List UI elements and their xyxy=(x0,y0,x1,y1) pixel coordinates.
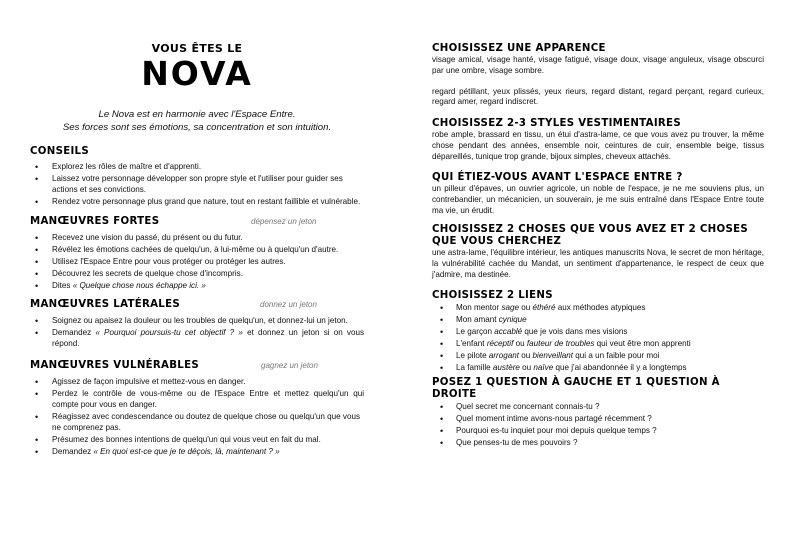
list-item: • Le pilote arrogant ou bienveillant qui a un faible pour moi xyxy=(440,350,660,361)
section-title: MANŒUVRES VULNÉRABLES gagnez un jeton xyxy=(30,360,318,371)
list-item: • Quel secret me concernant connais-tu ? xyxy=(440,402,600,412)
bullet-icon: • xyxy=(440,326,444,337)
bullet-icon: • xyxy=(35,377,39,387)
list-item: • La famille austère ou naïve que j'ai abandonnée il y a longtemps xyxy=(440,362,687,373)
list-item: • Dites « Quelque chose nous échappe ici. » xyxy=(35,280,206,291)
section-text: robe ample, brassard en tissu, un étui d'astra-lame, ce que vous avez pu trouver, la même chose pendant des années, ensemble noir, ceintures de cuir, ensemble beige, tissus dépareillés, tunique trop grande, bijoux simples, cheveux attachés. xyxy=(432,130,764,161)
vulnerables-section xyxy=(30,359,364,459)
list-item: • Demandez « En quoi est-ce que je te déçois, là, maintenant ? » xyxy=(35,446,280,457)
list-item: • L'enfant réceptif ou fauteur de troubles qui veut être mon apprenti xyxy=(440,338,691,349)
section-text: visage amical, visage hanté, visage fatigué, visage doux, visage anguleux, visage obscurci par une ombre, visage sombre. regard pétillant, yeux plissés, yeux rieurs, regard distant, regard perçant, regard curieux, regard amer, regard indiscret. xyxy=(432,55,764,107)
bullet-icon: • xyxy=(35,244,39,255)
laterales-section xyxy=(30,298,364,351)
section-text: un pilleur d'épaves, un ouvrier agricole, un noble de l'espace, je ne me souviens plus, un contrebandier, un mécanicien, un souverain, je me suis entraîné dans l'Espace Entre toute ma vie, un érudit. xyxy=(432,184,764,215)
token-cost: gagnez un jeton xyxy=(261,361,318,370)
list-item: • Utilisez l'Espace Entre pour vous protéger ou protéger les autres. xyxy=(35,256,286,267)
list-item: • Le garçon accablé que je vois dans mes visions xyxy=(440,326,628,337)
bullet-icon: • xyxy=(35,173,39,184)
bullet-icon: • xyxy=(440,402,444,412)
section-title: CHOISISSEZ UNE APPARENCE xyxy=(432,43,606,54)
bullet-icon: • xyxy=(35,316,39,326)
bullet-icon: • xyxy=(35,280,39,291)
token-cost: donnez un jeton xyxy=(260,300,317,309)
bullet-icon: • xyxy=(440,303,444,313)
bullet-icon: • xyxy=(35,268,39,279)
token-cost: dépensez un jeton xyxy=(251,217,317,226)
bullet-icon: • xyxy=(35,388,39,399)
bullet-icon: • xyxy=(440,350,444,361)
bullet-icon: • xyxy=(35,196,39,207)
bullet-icon: • xyxy=(35,327,39,338)
section-title: MANŒUVRES LATÉRALES donnez un jeton xyxy=(30,299,317,310)
bullet-icon: • xyxy=(440,437,444,448)
list-item: • Recevez une vision du passé, du présent ou du futur. xyxy=(35,233,243,243)
list-item: • Perdez le contrôle de vous-même ou de l'Espace Entre et mettez quelqu'un qui compte pour vous en danger. xyxy=(35,388,364,409)
apparence-section xyxy=(432,43,764,108)
fortes-section xyxy=(30,215,364,293)
section-title: CHOISISSEZ 2-3 STYLES VESTIMENTAIRES xyxy=(432,118,681,129)
section-title: CONSEILS xyxy=(30,146,89,157)
question-section xyxy=(432,377,764,450)
playbook-intro xyxy=(30,108,364,134)
list-item: • Laissez votre personnage développer son propre style et l'utiliser pour guider ses actions et ses convictions. xyxy=(35,173,343,194)
list-item: • Réagissez avec condescendance ou doutez de quelque chose ou quelqu'un que vous ne comprenez pas. xyxy=(35,411,360,432)
list-item: • Mon amant cynique xyxy=(440,314,527,325)
bullet-icon: • xyxy=(35,162,39,172)
section-text: une astra-lame, l'équilibre intérieur, les antiques manuscrits Nova, le secret de mon héritage, la vulnérabilité cachée du Mandat, un sentiment d'appartenance, le respect de ceux que j'admire, ma destinée. xyxy=(432,248,764,279)
list-item: • Agissez de façon impulsive et mettez-vous en danger. xyxy=(35,377,246,387)
styles-section xyxy=(432,118,764,162)
section-title: POSEZ 1 QUESTION À GAUCHE ET 1 QUESTION À DROITE xyxy=(432,377,720,400)
intro-line: Le Nova est en harmonie avec l'Espace Entre. xyxy=(98,109,296,120)
list-item: • Que penses-tu de mes pouvoirs ? xyxy=(440,437,578,448)
bullet-icon: • xyxy=(440,425,444,436)
list-item: • Demandez « Pourquoi poursuis-tu cet objectif ? » et donnez un jeton si on vous répond. xyxy=(35,327,365,348)
playbook-name: NOVA xyxy=(141,54,253,93)
bullet-icon: • xyxy=(35,256,39,267)
intro-line: Ses forces sont ses émotions, sa concentration et son intuition. xyxy=(62,122,332,133)
bullet-icon: • xyxy=(35,411,39,422)
bullet-icon: • xyxy=(440,362,444,373)
list-item: • Pourquoi es-tu inquiet pour moi depuis quelque temps ? xyxy=(440,425,657,436)
liens-section xyxy=(432,290,764,375)
bullet-icon: • xyxy=(35,434,39,445)
list-item: • Révélez les émotions cachées de quelqu'un, à lui-même ou à quelqu'un d'autre. xyxy=(35,244,339,255)
section-title: CHOISISSEZ 2 CHOSES QUE VOUS AVEZ ET 2 CHOSES QUE VOUS CHERCHEZ xyxy=(432,224,748,247)
section-title: MANŒUVRES FORTES dépensez un jeton xyxy=(30,216,317,227)
list-item: • Quel moment intime avons-nous partagé récemment ? xyxy=(440,413,652,424)
choses-section xyxy=(432,224,764,280)
conseils-section xyxy=(30,145,364,209)
section-title: CHOISISSEZ 2 LIENS xyxy=(432,290,553,301)
list-item: • Soignez ou apaisez la douleur ou les troubles de quelqu'un, et donnez-lui un jeton. xyxy=(35,316,348,326)
bullet-icon: • xyxy=(440,338,444,349)
bullet-icon: • xyxy=(35,446,39,457)
playbook-subtitle: VOUS ÊTES LE xyxy=(151,42,243,55)
list-item: • Présumez des bonnes intentions de quelqu'un qui vous veut en fait du mal. xyxy=(35,434,321,445)
list-item: • Découvrez les secrets de quelque chose d'incompris. xyxy=(35,268,243,279)
bullet-icon: • xyxy=(440,314,444,325)
list-item: • Rendez votre personnage plus grand que nature, tout en restant faillible et vulnérable. xyxy=(35,196,361,207)
bullet-icon: • xyxy=(440,413,444,424)
list-item: • Explorez les rôles de maître et d'apprenti. xyxy=(35,162,202,172)
avant-section xyxy=(432,172,764,216)
list-item: • Mon mentor sage ou éthéré aux méthodes atypiques xyxy=(440,303,646,313)
section-title: QUI ÉTIEZ-VOUS AVANT L'ESPACE ENTRE ? xyxy=(432,172,683,183)
bullet-icon: • xyxy=(35,233,39,243)
